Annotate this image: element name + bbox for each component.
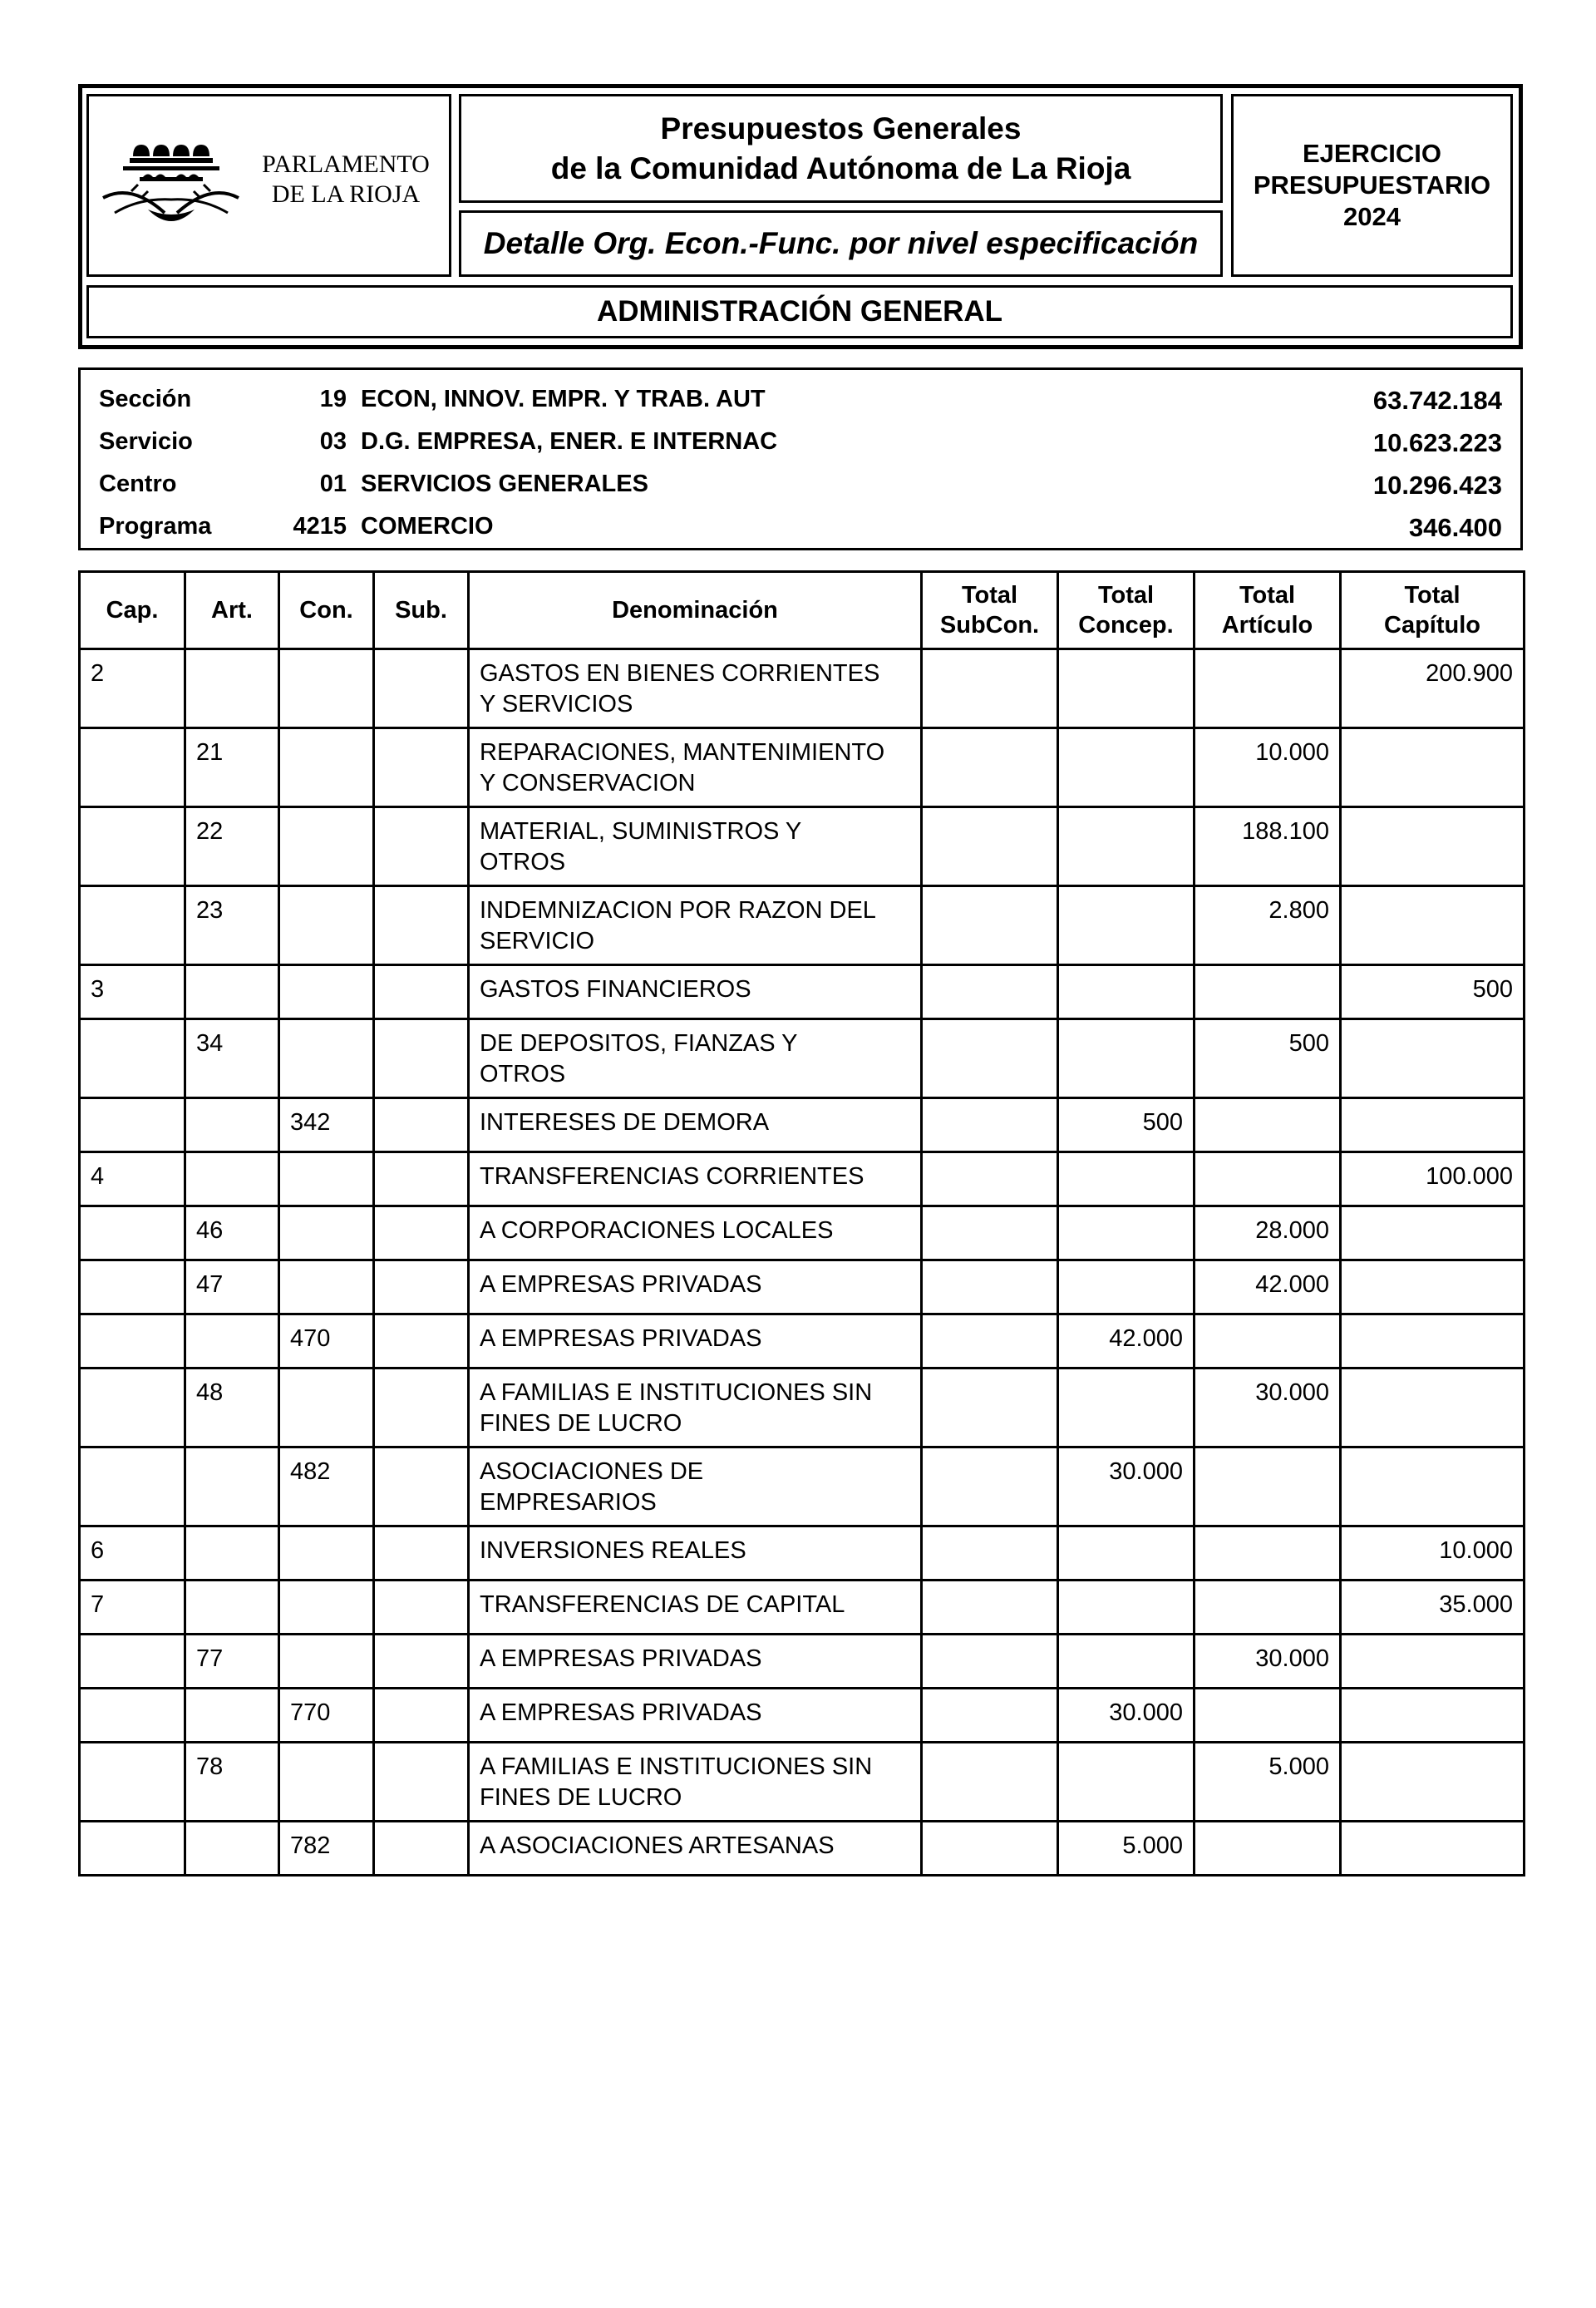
cell-total-concep xyxy=(1058,1369,1195,1447)
cell-total-subcon xyxy=(922,649,1058,728)
header-line: Total xyxy=(1097,582,1155,609)
cell-con xyxy=(279,728,374,807)
summary-label: Programa xyxy=(99,513,212,540)
summary-description: SERVICIOS GENERALES xyxy=(361,471,648,497)
cell-con: 770 xyxy=(279,1689,374,1743)
denominacion-line: ASOCIACIONES DE xyxy=(480,1458,704,1485)
cell-denominacion xyxy=(469,1581,922,1635)
cell-total-articulo: 2.800 xyxy=(1195,886,1341,965)
table-row xyxy=(80,1314,1525,1369)
cell-art xyxy=(185,965,279,1019)
cell-total-subcon xyxy=(922,1635,1058,1689)
summary-label: Centro xyxy=(99,471,177,497)
cell-total-concep xyxy=(1058,1206,1195,1260)
cell-con xyxy=(279,807,374,886)
denominacion-line: INTERESES DE DEMORA xyxy=(480,1109,770,1136)
denominacion-line: A ASOCIACIONES ARTESANAS xyxy=(480,1832,835,1859)
cell-cap xyxy=(80,1206,185,1260)
cell-total-subcon xyxy=(922,1369,1058,1447)
cell-total-capitulo xyxy=(1341,1314,1525,1369)
cell-total-subcon xyxy=(922,807,1058,886)
cell-art: 48 xyxy=(185,1369,279,1447)
table-row xyxy=(80,1689,1525,1743)
cell-con xyxy=(279,1635,374,1689)
cell-total-capitulo xyxy=(1341,728,1525,807)
cell-total-capitulo xyxy=(1341,1019,1525,1098)
cell-total-capitulo: 35.000 xyxy=(1341,1581,1525,1635)
cell-cap xyxy=(80,807,185,886)
summary-amount: 10.296.423 xyxy=(1372,471,1502,500)
cell-con xyxy=(279,886,374,965)
ejercicio-box xyxy=(1231,94,1513,277)
document-subtitle: Detalle Org. Econ.-Func. por nivel especificación xyxy=(483,226,1199,260)
cell-sub xyxy=(374,1314,469,1369)
table-row xyxy=(80,1206,1525,1260)
cell-total-subcon xyxy=(922,1314,1058,1369)
table-row xyxy=(80,1152,1525,1206)
cell-sub xyxy=(374,1152,469,1206)
cell-total-concep: 5.000 xyxy=(1058,1822,1195,1876)
cell-total-capitulo xyxy=(1341,886,1525,965)
cell-sub xyxy=(374,1447,469,1526)
cell-con xyxy=(279,1581,374,1635)
cell-con: 482 xyxy=(279,1447,374,1526)
denominacion-line: REPARACIONES, MANTENIMIENTO xyxy=(480,739,885,766)
cell-denominacion xyxy=(469,807,922,886)
parliament-emblem-icon xyxy=(98,133,244,231)
cell-total-articulo xyxy=(1195,1098,1341,1152)
cell-denominacion xyxy=(469,1098,922,1152)
cell-art xyxy=(185,1581,279,1635)
cell-cap: 4 xyxy=(80,1152,185,1206)
summary-label: Sección xyxy=(99,386,192,412)
cell-art xyxy=(185,1098,279,1152)
summary-amount: 346.400 xyxy=(1408,513,1502,542)
cell-total-articulo xyxy=(1195,1581,1341,1635)
cell-total-capitulo: 100.000 xyxy=(1341,1152,1525,1206)
table-row xyxy=(80,728,1525,807)
cell-total-articulo: 188.100 xyxy=(1195,807,1341,886)
cell-total-capitulo xyxy=(1341,1743,1525,1822)
cell-art: 22 xyxy=(185,807,279,886)
table-body xyxy=(80,649,1525,1876)
cell-art: 23 xyxy=(185,886,279,965)
cell-cap xyxy=(80,1689,185,1743)
cell-sub xyxy=(374,1019,469,1098)
denominacion-line: OTROS xyxy=(480,849,566,875)
cell-sub xyxy=(374,886,469,965)
cell-con xyxy=(279,1019,374,1098)
cell-art xyxy=(185,1526,279,1581)
cell-con xyxy=(279,965,374,1019)
summary-code: 03 xyxy=(319,428,347,455)
cell-con xyxy=(279,1369,374,1447)
table-row xyxy=(80,1635,1525,1689)
cell-total-capitulo xyxy=(1341,807,1525,886)
cell-art: 77 xyxy=(185,1635,279,1689)
cell-total-capitulo xyxy=(1341,1689,1525,1743)
subtitle-box xyxy=(459,210,1223,277)
cell-total-articulo xyxy=(1195,1689,1341,1743)
denominacion-line: OTROS xyxy=(480,1061,566,1087)
denominacion-line: A EMPRESAS PRIVADAS xyxy=(480,1645,762,1672)
header-con: Con. xyxy=(279,572,374,649)
cell-total-articulo xyxy=(1195,1314,1341,1369)
cell-cap: 7 xyxy=(80,1581,185,1635)
summary-row-programa xyxy=(81,505,1520,546)
cell-total-articulo: 28.000 xyxy=(1195,1206,1341,1260)
cell-denominacion xyxy=(469,1526,922,1581)
summary-amount: 10.623.223 xyxy=(1372,428,1502,457)
cell-art: 34 xyxy=(185,1019,279,1098)
cell-cap xyxy=(80,1743,185,1822)
logo-line-2: DE LA RIOJA xyxy=(271,180,421,208)
header-sub: Sub. xyxy=(374,572,469,649)
summary-box xyxy=(78,367,1523,550)
cell-denominacion xyxy=(469,649,922,728)
denominacion-line: INVERSIONES REALES xyxy=(480,1537,746,1564)
cell-total-capitulo xyxy=(1341,1447,1525,1526)
cell-denominacion xyxy=(469,1206,922,1260)
denominacion-line: A EMPRESAS PRIVADAS xyxy=(480,1271,762,1298)
denominacion-line: A FAMILIAS E INSTITUCIONES SIN xyxy=(480,1753,873,1780)
cell-con xyxy=(279,1260,374,1314)
cell-art xyxy=(185,1314,279,1369)
cell-total-concep xyxy=(1058,1260,1195,1314)
cell-cap xyxy=(80,1369,185,1447)
cell-total-articulo xyxy=(1195,1526,1341,1581)
cell-total-subcon xyxy=(922,1689,1058,1743)
cell-total-capitulo xyxy=(1341,1635,1525,1689)
denominacion-line: TRANSFERENCIAS CORRIENTES xyxy=(480,1163,864,1190)
header-line: Artículo xyxy=(1221,612,1313,639)
cell-sub xyxy=(374,1581,469,1635)
summary-row-servicio xyxy=(81,420,1520,461)
denominacion-line: A CORPORACIONES LOCALES xyxy=(480,1217,834,1244)
cell-cap xyxy=(80,728,185,807)
table-row xyxy=(80,1581,1525,1635)
cell-denominacion xyxy=(469,1260,922,1314)
denominacion-line: EMPRESARIOS xyxy=(480,1489,657,1516)
table-row xyxy=(80,965,1525,1019)
header-total-concep xyxy=(1058,572,1195,649)
denominacion-line: SERVICIO xyxy=(480,928,595,954)
cell-sub xyxy=(374,1369,469,1447)
administration-title: ADMINISTRACIÓN GENERAL xyxy=(596,295,1003,328)
cell-sub xyxy=(374,1822,469,1876)
cell-denominacion xyxy=(469,965,922,1019)
summary-description: ECON, INNOV. EMPR. Y TRAB. AUT xyxy=(361,386,766,412)
cell-sub xyxy=(374,807,469,886)
cell-total-concep: 30.000 xyxy=(1058,1447,1195,1526)
cell-total-articulo xyxy=(1195,1822,1341,1876)
document-title-line-1: Presupuestos Generales xyxy=(660,111,1022,145)
summary-description: COMERCIO xyxy=(361,513,494,540)
table-row xyxy=(80,1743,1525,1822)
header-total-articulo xyxy=(1195,572,1341,649)
cell-total-subcon xyxy=(922,1447,1058,1526)
cell-total-concep xyxy=(1058,728,1195,807)
cell-cap xyxy=(80,1260,185,1314)
cell-total-articulo: 10.000 xyxy=(1195,728,1341,807)
header-denominacion: Denominación xyxy=(469,572,922,649)
cell-art: 78 xyxy=(185,1743,279,1822)
header-total-capitulo xyxy=(1341,572,1525,649)
cell-denominacion xyxy=(469,1447,922,1526)
cell-sub xyxy=(374,1526,469,1581)
denominacion-line: MATERIAL, SUMINISTROS Y xyxy=(480,818,802,845)
cell-total-articulo xyxy=(1195,965,1341,1019)
cell-total-subcon xyxy=(922,965,1058,1019)
cell-denominacion xyxy=(469,1822,922,1876)
summary-amount: 63.742.184 xyxy=(1372,386,1502,415)
cell-total-capitulo xyxy=(1341,1260,1525,1314)
cell-total-concep xyxy=(1058,1581,1195,1635)
denominacion-line: FINES DE LUCRO xyxy=(480,1410,682,1437)
header-line: Concep. xyxy=(1078,612,1174,639)
title-box xyxy=(459,94,1223,203)
cell-con xyxy=(279,1743,374,1822)
cell-total-concep: 30.000 xyxy=(1058,1689,1195,1743)
cell-sub xyxy=(374,1098,469,1152)
cell-total-articulo: 5.000 xyxy=(1195,1743,1341,1822)
cell-cap: 3 xyxy=(80,965,185,1019)
cell-total-concep xyxy=(1058,965,1195,1019)
cell-con: 782 xyxy=(279,1822,374,1876)
cell-total-subcon xyxy=(922,1152,1058,1206)
table-row xyxy=(80,1447,1525,1526)
denominacion-line: Y CONSERVACION xyxy=(480,770,696,796)
cell-cap xyxy=(80,886,185,965)
cell-total-capitulo xyxy=(1341,1822,1525,1876)
cell-cap: 2 xyxy=(80,649,185,728)
cell-cap xyxy=(80,1098,185,1152)
table-row xyxy=(80,1369,1525,1447)
cell-total-concep xyxy=(1058,649,1195,728)
cell-total-capitulo xyxy=(1341,1206,1525,1260)
table-row xyxy=(80,649,1525,728)
summary-code: 4215 xyxy=(293,513,347,540)
cell-con: 342 xyxy=(279,1098,374,1152)
cell-total-concep xyxy=(1058,1743,1195,1822)
cell-sub xyxy=(374,1260,469,1314)
table-row xyxy=(80,1822,1525,1876)
cell-total-subcon xyxy=(922,1206,1058,1260)
cell-total-concep xyxy=(1058,1635,1195,1689)
cell-total-subcon xyxy=(922,1822,1058,1876)
cell-total-concep xyxy=(1058,1152,1195,1206)
denominacion-line: GASTOS EN BIENES CORRIENTES xyxy=(480,660,880,687)
admin-box xyxy=(86,285,1513,338)
cell-total-articulo: 30.000 xyxy=(1195,1635,1341,1689)
denominacion-line: TRANSFERENCIAS DE CAPITAL xyxy=(480,1591,845,1618)
cell-art: 46 xyxy=(185,1206,279,1260)
cell-denominacion xyxy=(469,1369,922,1447)
denominacion-line: Y SERVICIOS xyxy=(480,691,633,718)
document-title-line-2: de la Comunidad Autónoma de La Rioja xyxy=(550,150,1131,185)
cell-total-capitulo: 500 xyxy=(1341,965,1525,1019)
cell-total-articulo: 30.000 xyxy=(1195,1369,1341,1447)
cell-art: 47 xyxy=(185,1260,279,1314)
summary-code: 19 xyxy=(319,386,347,412)
cell-art xyxy=(185,649,279,728)
header-art: Art. xyxy=(185,572,279,649)
cell-denominacion xyxy=(469,1743,922,1822)
denominacion-line: DE DEPOSITOS, FIANZAS Y xyxy=(480,1030,798,1057)
cell-total-subcon xyxy=(922,728,1058,807)
denominacion-line: INDEMNIZACION POR RAZON DEL xyxy=(480,897,876,924)
budget-detail-table xyxy=(78,570,1525,1876)
cell-total-concep xyxy=(1058,807,1195,886)
denominacion-line: A EMPRESAS PRIVADAS xyxy=(480,1699,762,1726)
cell-con xyxy=(279,649,374,728)
cell-total-subcon xyxy=(922,1098,1058,1152)
cell-cap xyxy=(80,1019,185,1098)
summary-row-seccion xyxy=(81,377,1520,419)
summary-description: D.G. EMPRESA, ENER. E INTERNAC xyxy=(361,428,778,455)
cell-denominacion xyxy=(469,1152,922,1206)
cell-art xyxy=(185,1822,279,1876)
denominacion-line: GASTOS FINANCIEROS xyxy=(480,976,751,1003)
cell-total-articulo: 500 xyxy=(1195,1019,1341,1098)
header-line: SubCon. xyxy=(939,612,1040,639)
table-row xyxy=(80,807,1525,886)
cell-total-articulo xyxy=(1195,649,1341,728)
cell-total-capitulo xyxy=(1341,1369,1525,1447)
cell-denominacion xyxy=(469,1635,922,1689)
cell-cap: 6 xyxy=(80,1526,185,1581)
cell-cap xyxy=(80,1635,185,1689)
table-header-row xyxy=(80,572,1525,649)
cell-total-capitulo: 10.000 xyxy=(1341,1526,1525,1581)
cell-art xyxy=(185,1689,279,1743)
cell-total-subcon xyxy=(922,1581,1058,1635)
cell-sub xyxy=(374,1743,469,1822)
table-row xyxy=(80,1526,1525,1581)
summary-code: 01 xyxy=(319,471,347,497)
ejercicio-line-2: PRESUPUESTARIO xyxy=(1253,170,1491,200)
cell-total-concep xyxy=(1058,1526,1195,1581)
cell-total-capitulo xyxy=(1341,1098,1525,1152)
cell-art: 21 xyxy=(185,728,279,807)
cell-sub xyxy=(374,649,469,728)
cell-con xyxy=(279,1152,374,1206)
logo-line-1: PARLAMENTO xyxy=(262,150,430,178)
cell-denominacion xyxy=(469,1689,922,1743)
header-line: Total xyxy=(1239,582,1296,609)
cell-total-articulo: 42.000 xyxy=(1195,1260,1341,1314)
cell-con xyxy=(279,1206,374,1260)
cell-art xyxy=(185,1447,279,1526)
cell-con: 470 xyxy=(279,1314,374,1369)
cell-art xyxy=(185,1152,279,1206)
cell-total-concep: 500 xyxy=(1058,1098,1195,1152)
cell-total-subcon xyxy=(922,1019,1058,1098)
cell-denominacion xyxy=(469,886,922,965)
summary-label: Servicio xyxy=(99,428,193,455)
denominacion-line: A FAMILIAS E INSTITUCIONES SIN xyxy=(480,1379,873,1406)
cell-total-concep: 42.000 xyxy=(1058,1314,1195,1369)
cell-cap xyxy=(80,1822,185,1876)
header-line: Capítulo xyxy=(1384,612,1480,639)
table-row xyxy=(80,1098,1525,1152)
cell-total-concep xyxy=(1058,886,1195,965)
cell-denominacion xyxy=(469,1314,922,1369)
cell-sub xyxy=(374,728,469,807)
ejercicio-line-1: EJERCICIO xyxy=(1302,139,1442,168)
cell-cap xyxy=(80,1314,185,1369)
cell-sub xyxy=(374,1689,469,1743)
cell-total-concep xyxy=(1058,1019,1195,1098)
cell-total-articulo xyxy=(1195,1152,1341,1206)
header-line: Total xyxy=(961,582,1018,609)
cell-total-subcon xyxy=(922,886,1058,965)
cell-sub xyxy=(374,1635,469,1689)
table-row xyxy=(80,1260,1525,1314)
logo-text xyxy=(246,150,446,210)
cell-con xyxy=(279,1526,374,1581)
cell-total-capitulo: 200.900 xyxy=(1341,649,1525,728)
denominacion-line: FINES DE LUCRO xyxy=(480,1784,682,1811)
cell-total-articulo xyxy=(1195,1447,1341,1526)
table-row xyxy=(80,1019,1525,1098)
cell-sub xyxy=(374,1206,469,1260)
header-line: Total xyxy=(1404,582,1461,609)
header-total-subcon xyxy=(922,572,1058,649)
cell-total-subcon xyxy=(922,1526,1058,1581)
cell-sub xyxy=(374,965,469,1019)
summary-row-centro xyxy=(81,462,1520,504)
denominacion-line: A EMPRESAS PRIVADAS xyxy=(480,1325,762,1352)
header-cap: Cap. xyxy=(80,572,185,649)
cell-cap xyxy=(80,1447,185,1526)
cell-denominacion xyxy=(469,1019,922,1098)
cell-total-subcon xyxy=(922,1743,1058,1822)
table-row xyxy=(80,886,1525,965)
ejercicio-year: 2024 xyxy=(1343,202,1401,231)
cell-denominacion xyxy=(469,728,922,807)
cell-total-subcon xyxy=(922,1260,1058,1314)
